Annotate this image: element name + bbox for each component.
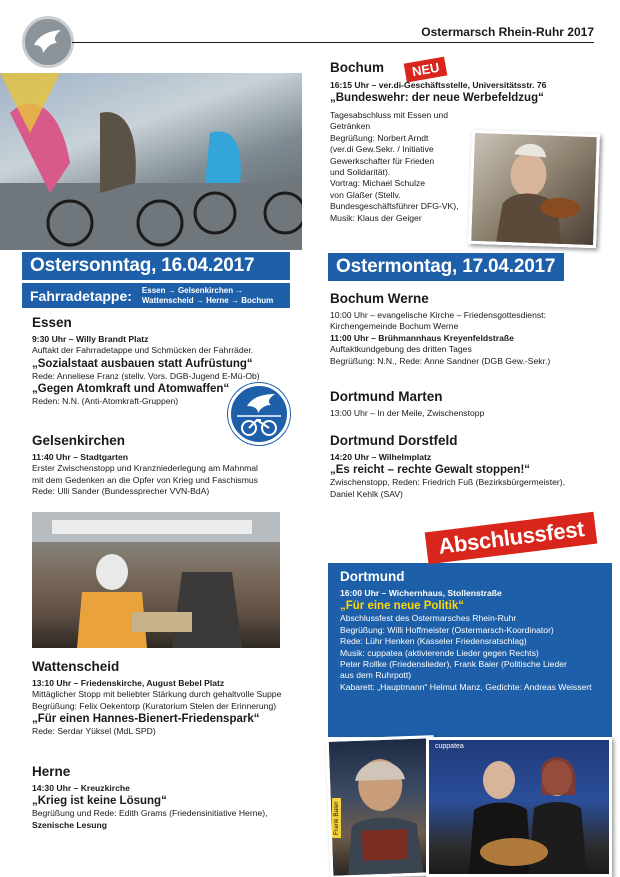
- line: mit dem Gedenken an die Opfer von Krieg und Faschismus: [32, 474, 258, 485]
- section-dortmund-marten: [330, 388, 610, 419]
- line: Begrüßung und Rede: Edith Grams (Friedensinitiative Herne),: [32, 808, 268, 819]
- section-dortmund-dorstfeld: [330, 432, 610, 500]
- time-line: 14:20 Uhr – Wilhelmplatz: [330, 452, 432, 462]
- frank-baier-caption: Frank Baier: [332, 798, 341, 838]
- violinist-illustration: [471, 133, 597, 245]
- header-rule: [72, 42, 594, 43]
- line: Rede: Ulli Sander (Bundessprecher VVN-BdA): [32, 486, 210, 497]
- logo: [22, 16, 74, 68]
- line: Kabarett: „Hauptmann“ Helmut Manz, Gedichte: Andreas Weissert: [340, 681, 592, 692]
- time-line: 11:40 Uhr – Stadtgarten: [32, 452, 128, 462]
- line: Peter Rollke (Friedenslieder), Frank Baier (Politische Lieder: [340, 659, 567, 670]
- quote: „Für einen Hannes-Bienert-Friedenspark“: [32, 713, 260, 726]
- time-line: 13:10 Uhr – Friedenskirche, August Bebel Platz: [32, 678, 225, 688]
- section-gelsenkirchen: [32, 432, 302, 498]
- soup-illustration: [32, 512, 280, 648]
- cuppatea-photo: [426, 737, 612, 877]
- line: Vortrag: Michael Schulze: [330, 178, 426, 189]
- new-badge: NEU: [404, 57, 448, 83]
- line: Erster Zwischenstopp und Kranzniederlegung am Mahnmal: [32, 463, 258, 474]
- fahrradetappe-label: Fahrradetappe:: [30, 287, 132, 304]
- line: Musik: Klaus der Geiger: [330, 212, 422, 223]
- time-line: 14:30 Uhr – Kreuzkirche: [32, 783, 130, 793]
- quote: „Sozialstaat ausbauen statt Aufrüstung“: [32, 357, 253, 370]
- description: Auftakt der Fahrradetappe und Schmücken der Fahrräder.: [32, 345, 254, 356]
- date-banner-monday: Ostermontag, 17.04.2017: [328, 253, 564, 281]
- line: Mittäglicher Stopp mit beliebter Stärkung durch gehaltvolle Suppe: [32, 689, 282, 700]
- line: 10:00 Uhr – evangelische Kirche – Friedensgottesdienst:: [330, 310, 546, 320]
- line: Auftaktkundgebung des dritten Tages: [330, 344, 472, 355]
- line: Abschlussfest des Ostermarsches Rhein-Ruhr: [340, 613, 517, 624]
- time-line: 16:15 Uhr – ver.di-Geschäftsstelle, Universitätsstr. 76: [330, 80, 547, 90]
- fahrradetappe-bar: [22, 283, 290, 308]
- section-bochum: [330, 59, 470, 76]
- line: Begrüßung: Willi Hoffmeister (Ostermarsch-Koordinator): [340, 624, 554, 635]
- quote: „Bundeswehr: der neue Werbefeldzug“: [330, 92, 544, 105]
- dove-icon: [31, 27, 65, 57]
- route-line-1: Essen → Gelsenkirchen →: [141, 285, 244, 295]
- time-line: 16:00 Uhr – Wichernhaus, Stollenstraße: [340, 588, 502, 598]
- violinist-photo: [468, 130, 600, 248]
- cyclists-illustration: [0, 73, 302, 250]
- soup-photo: [32, 512, 280, 648]
- quote: „Krieg ist keine Lösung“: [32, 795, 167, 808]
- quote: „Es reicht – rechte Gewalt stoppen!“: [330, 464, 531, 477]
- quote: „Für eine neue Politik“: [340, 600, 464, 613]
- line: und Solidarität).: [330, 167, 391, 178]
- line: Begrüßung: N.N., Rede: Anne Sandner (DGB Gew.-Sekr.): [330, 355, 551, 366]
- bochum-lines: [330, 110, 470, 224]
- line: Daniel Kehlk (SAV): [330, 488, 403, 499]
- place-heading: Bochum: [330, 60, 384, 75]
- cuppatea-illustration: [429, 740, 609, 874]
- abschlussfest-details: [340, 568, 608, 693]
- line: Musik: cuppatea (aktivierende Lieder gegen Rechts): [340, 647, 539, 658]
- speaker: Reden: N.N. (Anti-Atomkraft-Gruppen): [32, 396, 179, 407]
- place-heading: Essen: [32, 315, 72, 330]
- line: Tagesabschluss mit Essen und Getränken: [330, 110, 448, 132]
- quote: „Gegen Atomkraft und Atomwaffen“: [32, 383, 230, 396]
- line: Rede: Lühr Henken (Kasseler Friedensratschlag): [340, 636, 527, 647]
- section-bochum-werne: [330, 290, 610, 367]
- speaker: Rede: Serdar Yüksel (MdL SPD): [32, 726, 156, 737]
- line: Gewerkschafter für Frieden: [330, 155, 435, 166]
- place-heading: Dortmund Marten: [330, 389, 443, 404]
- place-heading: Bochum Werne: [330, 291, 429, 306]
- place-heading: Dortmund Dorstfeld: [330, 433, 458, 448]
- date-banner-sunday: Ostersonntag, 16.04.2017: [22, 252, 290, 280]
- line: aus dem Ruhrpott): [340, 670, 412, 681]
- section-wattenscheid: [32, 658, 302, 738]
- fahrradetappe-route: [142, 286, 273, 306]
- route-line-2: Wattenscheid → Herne → Bochum: [141, 295, 274, 305]
- line: von Glaßer (Stellv.: [330, 189, 401, 200]
- time-line: 9:30 Uhr – Willy Brandt Platz: [32, 334, 149, 344]
- place-heading: Gelsenkirchen: [32, 433, 126, 448]
- frank-baier-illustration: [329, 738, 436, 875]
- bochum-details: [330, 80, 600, 105]
- place-heading: Wattenscheid: [32, 659, 120, 674]
- line: 13:00 Uhr – In der Meile, Zwischenstopp: [330, 408, 485, 418]
- line: Zwischenstopp, Reden: Friedrich Fuß (Bezirksbürgermeister),: [330, 477, 565, 488]
- line: Begrüßung: Felix Oekentorp (Kuratorium Stelen der Erinnerung): [32, 700, 277, 711]
- place-heading: Herne: [32, 764, 71, 779]
- line: (ver.di Gew.Sekr. / Initiative: [330, 144, 434, 155]
- line: Begrüßung: Norbert Arndt: [330, 132, 429, 143]
- section-herne: [32, 763, 302, 831]
- line: Szenische Lesung: [32, 819, 107, 830]
- line: 11:00 Uhr – Brühmannhaus Kreyenfeldstraße: [330, 332, 514, 343]
- abschlussfest-tag: Abschlussfest: [425, 512, 598, 565]
- line: Bundesgeschäftsführer DFG-VK),: [330, 201, 459, 212]
- frank-baier-photo: [326, 735, 439, 877]
- place-heading: Dortmund: [340, 569, 405, 584]
- line: Kirchengemeinde Bochum Werne: [330, 321, 459, 332]
- speaker: Rede: Anneliese Franz (stellv. Vors. DGB-Jugend E-Mü-Ob): [32, 370, 260, 381]
- cuppatea-caption: cuppatea: [435, 743, 464, 750]
- cyclists-photo: [0, 73, 302, 250]
- page-title: Ostermarsch Rhein-Ruhr 2017: [421, 25, 594, 39]
